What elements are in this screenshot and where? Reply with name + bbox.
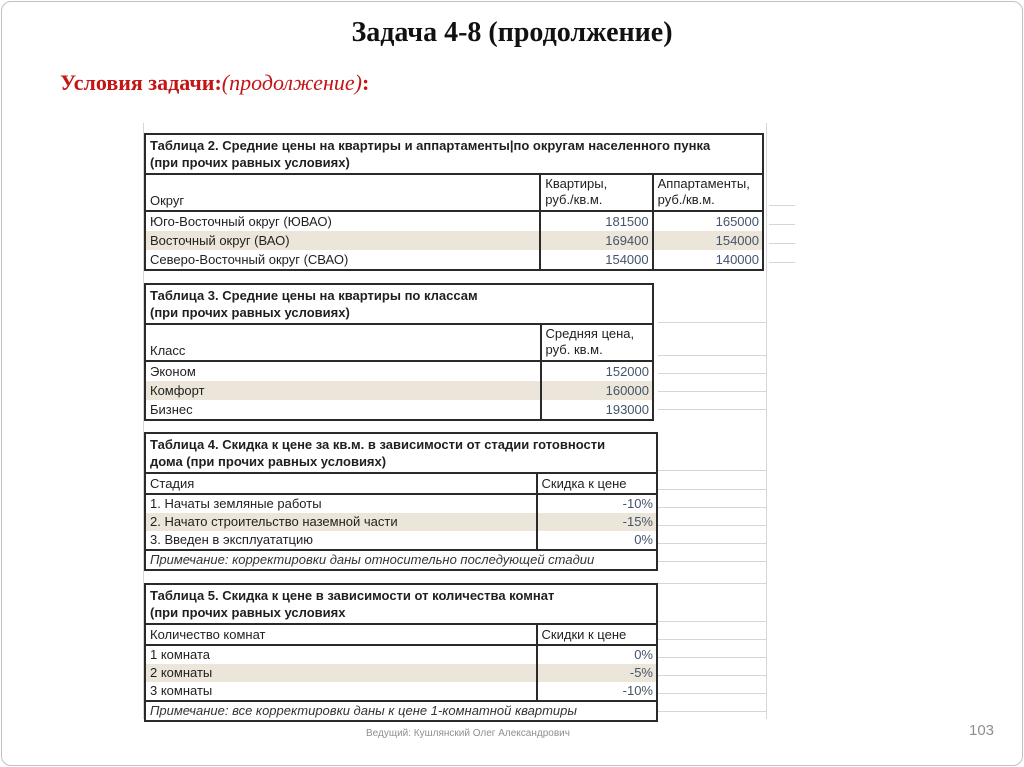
table-2-header-district: Округ [145,174,540,211]
excel-gridline [658,373,766,374]
table-4-discount-by-stage [144,432,658,571]
subtitle-colon: : [361,70,370,95]
excel-gridline [658,657,766,658]
excel-gridline [658,525,766,526]
table-2-title: Таблица 2. Средние цены на квартиры и аппартаменты|по округам населенного пунка (при прочих равных условиях) [145,134,763,174]
excel-gridline [658,470,766,471]
subtitle-italic-text: (продолжение) [221,70,362,95]
table-row: 2 комнаты -5% [145,664,657,682]
table-row: Комфорт 160000 [145,381,653,400]
table-row: Северо-Восточный округ (СВАО) 154000 140000 [145,250,763,270]
excel-gridline [769,243,795,244]
table-5-note-row [145,701,657,721]
excel-gridline [658,675,766,676]
table-3-header-avg-price: Средняя цена, руб. кв.м. [541,324,653,361]
table-3-header-row [145,324,653,361]
table-3-header-class: Класс [145,324,541,361]
excel-gridline [658,693,766,694]
slide-title: Задача 4-8 (продолжение) [351,17,673,48]
table-row: Восточный округ (ВАО) 169400 154000 [145,231,763,250]
table-row: 2. Начато строительство наземной части -15% [145,513,657,531]
table-4-header-discount: Скидка к цене [537,473,657,494]
task-conditions-subtitle [60,70,369,96]
excel-gridline [658,561,766,562]
table-5-header-discount: Скидки к цене [537,624,657,645]
excel-gridline [658,543,766,544]
excel-gridline [769,262,795,263]
table-2-header-row [145,174,763,211]
excel-gridline [766,123,767,719]
footer-presenter: Ведущий: Кушлянский Олег Александрович [366,728,570,739]
table-4-header-stage: Стадия [145,473,537,494]
table-3-title-row [145,284,653,324]
table-row: 1. Начаты земляные работы -10% [145,494,657,513]
table-4-note: Примечание: корректировки даны относительно последующей стадии [145,550,657,570]
table-4-note-row [145,550,657,570]
excel-gridline [658,322,766,323]
table-4-title: Таблица 4. Скидка к цене за кв.м. в зависимости от стадии готовности дома (при прочих равных условиях) [145,433,657,473]
table-row: 3 комнаты -10% [145,682,657,701]
table-5-title-row [145,584,657,624]
table-row: 1 комната 0% [145,645,657,664]
table-5-title: Таблица 5. Скидка к цене в зависимости от количества комнат (при прочих равных условиях [145,584,657,624]
table-2-header-flats: Квартиры, руб./кв.м. [540,174,652,211]
excel-gridline [658,621,766,622]
table-row: Юго-Восточный округ (ЮВАО) 181500 165000 [145,211,763,231]
table-5-note: Примечание: все корректировки даны к цене 1-комнатной квартиры [145,701,657,721]
excel-gridline [658,409,766,410]
table-5-discount-by-rooms [144,583,658,722]
table-2-title-row [145,134,763,174]
table-4-title-row [145,433,657,473]
table-5-header-row [145,624,657,645]
table-4-header-row [145,473,657,494]
table-row: Эконом 152000 [145,361,653,381]
subtitle-bold-text: Условия задачи: [60,70,222,95]
excel-gridline [658,489,766,490]
excel-gridline [658,583,766,584]
excel-gridline [658,639,766,640]
excel-gridline [769,205,795,206]
page-number: 103 [969,722,995,739]
table-2-prices-by-district [144,133,764,271]
excel-gridline [658,355,766,356]
excel-gridline [658,711,766,712]
table-5-header-rooms: Количество комнат [145,624,537,645]
table-row: Бизнес 193000 [145,400,653,420]
table-3-title: Таблица 3. Средние цены на квартиры по классам (при прочих равных условиях) [145,284,653,324]
excel-gridline [769,224,795,225]
excel-gridline [658,391,766,392]
excel-gridline [658,507,766,508]
table-3-prices-by-class [144,283,654,421]
table-2-header-apartments: Аппартаменты, руб./кв.м. [653,174,763,211]
table-row: 3. Введен в эксплуататцию 0% [145,531,657,550]
